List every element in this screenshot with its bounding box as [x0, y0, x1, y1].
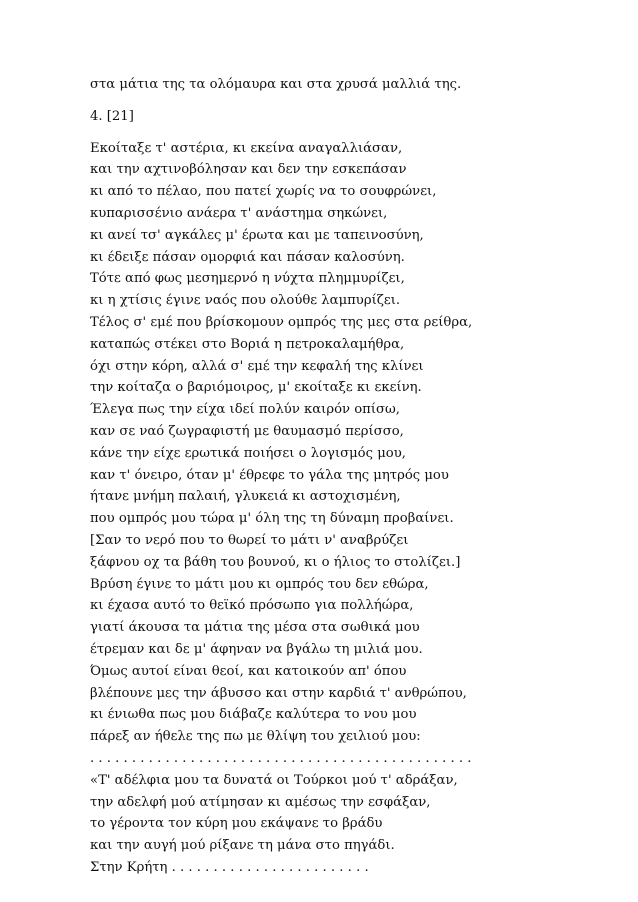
poem-line: που ομπρός μου τώρα μ' όλη της τη δύναμη προβαίνει.: [90, 511, 454, 527]
paragraph-gap: [90, 96, 610, 106]
document-page: [90, 74, 610, 879]
poem-line: βλέπουνε μες την άβυσσο και στην καρδιά τ' ανθρώπου,: [90, 685, 467, 701]
poem-body: [90, 138, 610, 879]
poem-line: πάρεξ αν ήθελε της πω με θλίψη του χειλιού μου:: [90, 729, 421, 745]
poem-line: κυπαρισσένιο ανάερα τ' ανάστημα σηκώνει,: [90, 205, 388, 221]
section-heading: 4. [21]: [90, 108, 134, 124]
poem-line: Στην Κρήτη . . . . . . . . . . . . . . . . . . . . . . . .: [90, 859, 369, 875]
poem-line: καν τ' όνειρο, όταν μ' έθρεφε το γάλα της μητρός μου: [90, 467, 449, 483]
poem-line: Τέλος σ' εμέ που βρίσκομουν ομπρός της μες στα ρείθρα,: [90, 314, 473, 330]
poem-line: και την αυγή μού ρίξανε τη μάνα στο πηγάδι.: [90, 838, 395, 854]
intro-line: στα μάτια της τα ολόμαυρα και στα χρυσά μαλλιά της.: [90, 77, 462, 92]
poem-line: κάνε την είχε ερωτικά ποιήσει ο λογισμός μου,: [90, 445, 406, 461]
poem-line: γιατί άκουσα τα μάτια της μέσα στα σωθικά μου: [90, 620, 420, 636]
poem-line: Βρύση έγινε το μάτι μου κι ομπρός του δεν εθώρα,: [90, 576, 429, 592]
poem-line: Όμως αυτοί είναι θεοί, και κατοικούν απ' όπου: [90, 663, 407, 679]
poem-line: Εκοίταξε τ' αστέρια, κι εκείνα αναγαλλιάσαν,: [90, 140, 403, 156]
poem-line: [Σαν το νερό που το θωρεί το μάτι ν' αναβρύζει: [90, 532, 409, 548]
poem-line: την αδελφή μού ατίμησαν κι αμέσως την εσφάξαν,: [90, 794, 431, 810]
poem-line: όχι στην κόρη, αλλά σ' εμέ την κεφαλή της κλίνει: [90, 358, 424, 374]
poem-line: καταπώς στέκει στο Βοριά η πετροκαλαμήθρα,: [90, 336, 405, 352]
poem-line: έτρεμαν και δε μ' άφηναν να βγάλω τη μιλιά μου.: [90, 641, 423, 657]
poem-line: κι έδειξε πάσαν ομορφιά και πάσαν καλοσύνη.: [90, 249, 405, 265]
poem-line: την κοίταζα ο βαριόμοιρος, μ' εκοίταξε κι εκείνη.: [90, 380, 422, 396]
poem-line: κι η χτίσις έγινε ναός που ολούθε λαμπυρίζει.: [90, 293, 401, 309]
poem-line: «Τ' αδέλφια μου τα δυνατά οι Τούρκοι μού τ' αδράξαν,: [90, 772, 458, 788]
ellipsis-line: . . . . . . . . . . . . . . . . . . . . . . . . . . . . . . . . . . . . . . . . . . . . . .: [90, 750, 472, 766]
poem-line: κι ένιωθα πως μου διάβαζε καλύτερα το νου μου: [90, 707, 417, 723]
poem-line: καν σε ναό ζωγραφιστή με θαυμασμό περίσσο,: [90, 423, 404, 439]
poem-line: ήτανε μνήμη παλαιή, γλυκειά κι αστοχισμένη,: [90, 489, 401, 505]
poem-line: Έλεγα πως την είχα ιδεί πολύν καιρόν οπίσω,: [90, 402, 400, 418]
paragraph-gap: [90, 128, 610, 138]
poem-line: και την αχτινοβόλησαν και δεν την εσκεπάσαν: [90, 162, 407, 178]
poem-line: ξάφνου οχ τα βάθη του βουνού, κι ο ήλιος το στολίζει.]: [90, 554, 461, 570]
poem-line: κι από το πέλαο, που πατεί χωρίς να το σουφρώνει,: [90, 184, 437, 200]
poem-line: το γέροντα τον κύρη μου εκάψανε το βράδυ: [90, 816, 383, 832]
poem-line: Τότε από φως μεσημερνό η νύχτα πλημμυρίζει,: [90, 271, 405, 287]
poem-line: κι έχασα αυτό το θεϊκό πρόσωπο για πολλήώρα,: [90, 598, 414, 614]
poem-line: κι ανεί τσ' αγκάλες μ' έρωτα και με ταπεινοσύνη,: [90, 227, 424, 243]
